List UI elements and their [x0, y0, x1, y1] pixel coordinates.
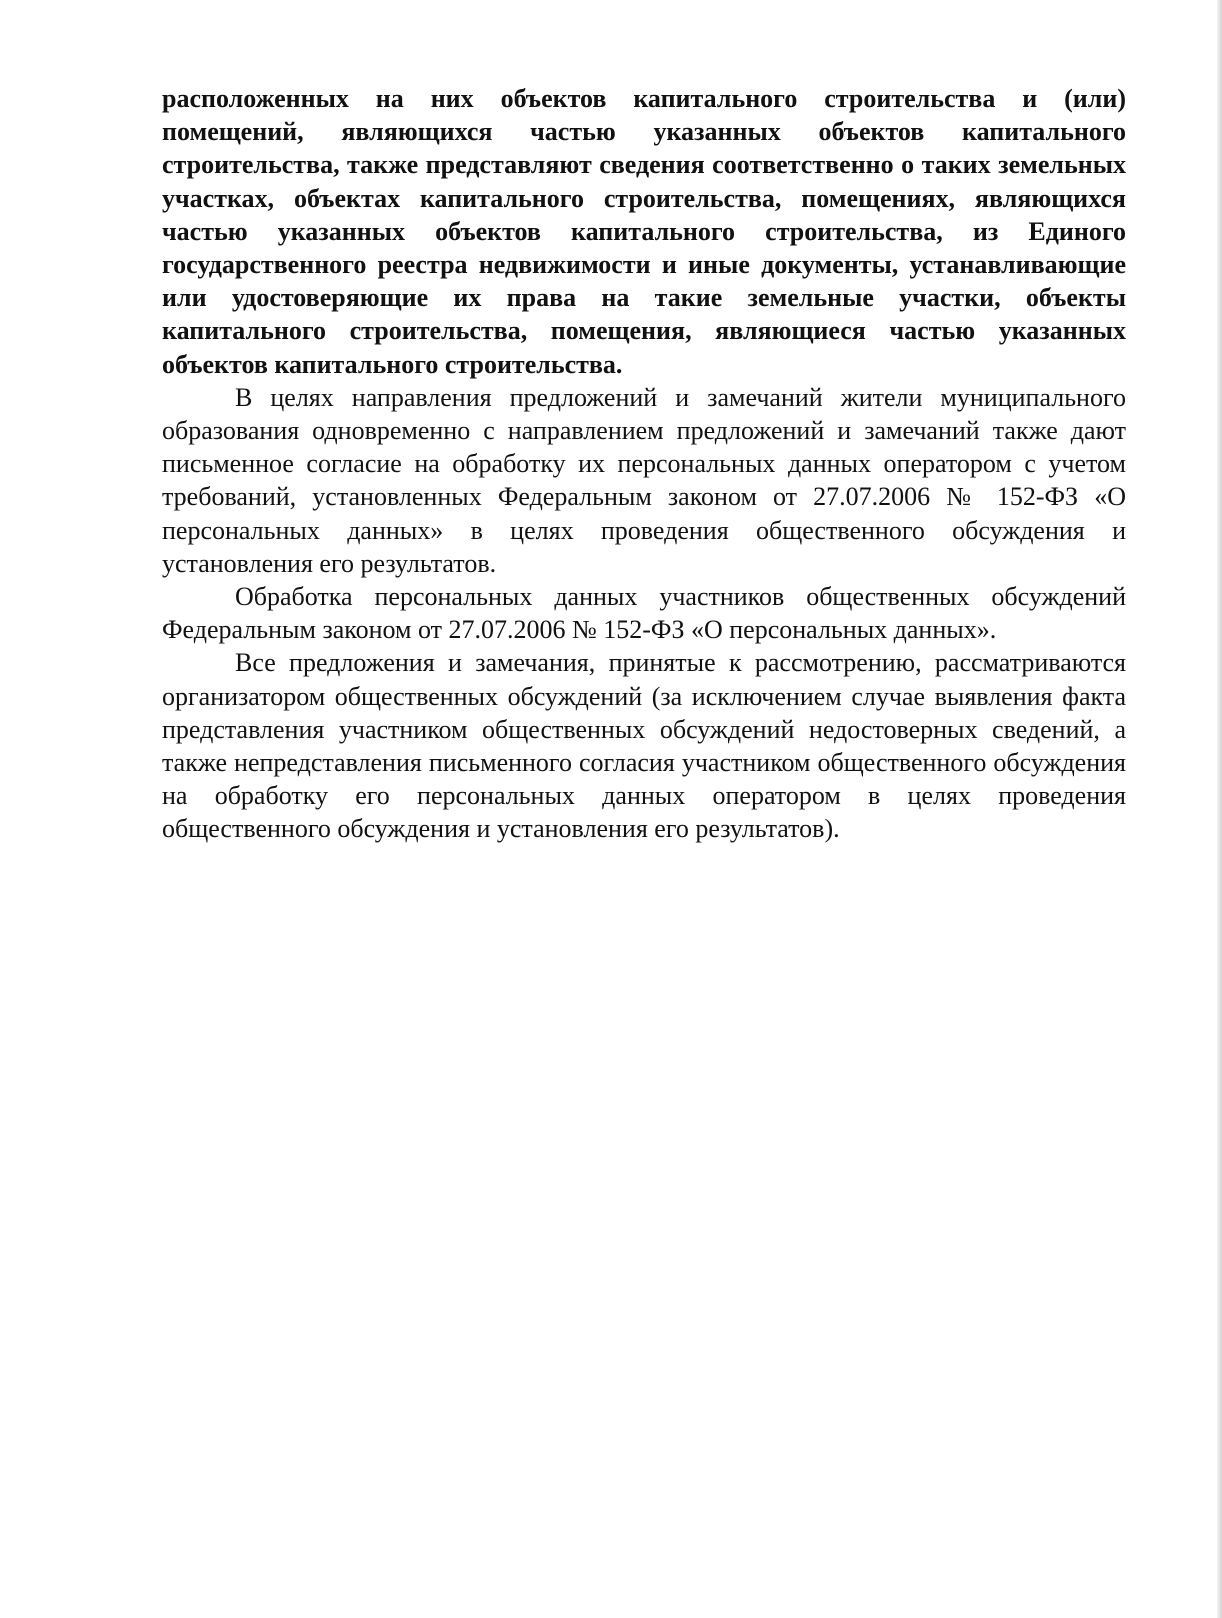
paragraph-review: Все предложения и замечания, принятые к рассмотрению, рассматриваются организатором общественных обсуждений (за исключением случае выявления факта представления участником общественных обсуждений недостоверных сведений, а также непредставления письменного согласия участником общественного обсуждения на обработку его персональных данных оператором в целях проведения общественного обсуждения и установления его результатов).: [162, 648, 1126, 844]
paragraph-continuation-bold: расположенных на них объектов капитального строительства и (или) помещений, являющихся частью указанных объектов капитального строительства, также представляют сведения соответственно о таких земельных участках, объектах капитального строительства, помещениях, являющихся частью указанных объектов капитального строительства, из Единого государственного реестра недвижимости и иные документы, устанавливающие или удостоверяющие их права на такие земельные участки, объекты капитального строительства, помещения, являющиеся частью указанных объектов капитального строительства.: [162, 84, 1126, 379]
paragraph-processing: Обработка персональных данных участников общественных обсуждений Федеральным законом от 27.07.2006 № 152-ФЗ «О персональных данных».: [162, 582, 1126, 645]
paragraph-consent: В целях направления предложений и замечаний жители муниципального образования одновременно с направлением предложений и замечаний также дают письменное согласие на обработку их персональных данных оператором с учетом требований, установленных Федеральным законом от 27.07.2006 № 152-ФЗ «О персональных данных» в целях проведения общественного обсуждения и установления его результатов.: [162, 382, 1126, 578]
document-body: [162, 82, 1126, 846]
page-edge-shadow: [1217, 0, 1222, 1618]
